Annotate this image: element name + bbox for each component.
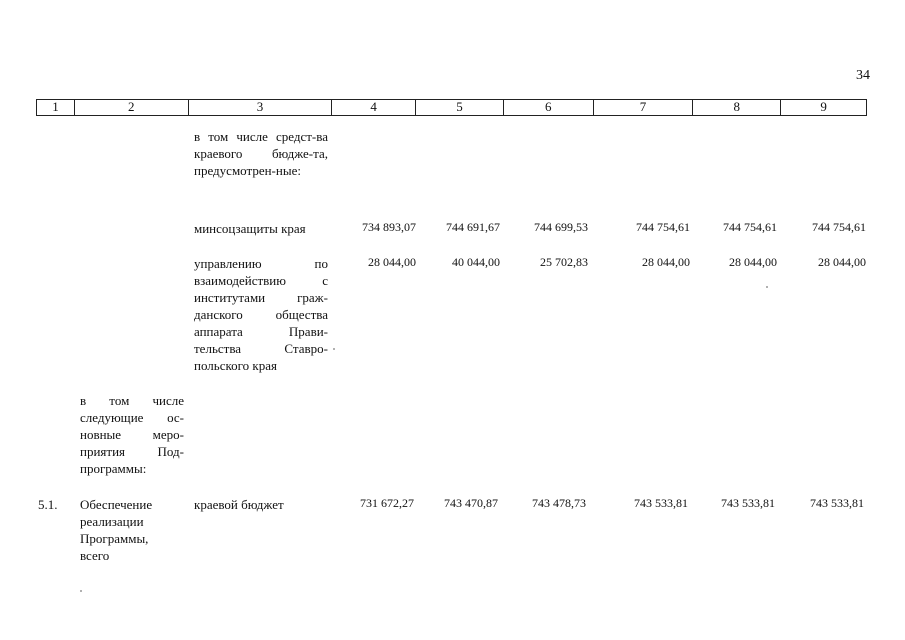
scan-speck bbox=[333, 348, 335, 350]
header-col-1: 1 bbox=[37, 100, 75, 115]
header-col-7: 7 bbox=[594, 100, 694, 115]
upravlenie-line: польского края bbox=[194, 358, 277, 373]
item-5-1-value-col9: 743 533,81 bbox=[810, 496, 864, 510]
header-col-8: 8 bbox=[693, 100, 781, 115]
item-5-1-value-col6: 743 478,73 bbox=[532, 496, 586, 510]
including-measures-label bbox=[80, 392, 184, 477]
measures-line: новные меро- bbox=[80, 427, 184, 442]
measures-line: в том числе bbox=[80, 393, 184, 408]
item-5-1-line: реализации bbox=[80, 514, 144, 529]
upravlenie-line: данского общества bbox=[194, 307, 328, 322]
upravlenie-line: тельства Ставро- bbox=[194, 341, 328, 356]
item-5-1-label bbox=[80, 496, 184, 564]
upravlenie-value-col7: 28 044,00 bbox=[642, 255, 690, 269]
measures-line: программы: bbox=[80, 461, 147, 476]
measures-line: следующие ос- bbox=[80, 410, 184, 425]
scan-speck bbox=[80, 590, 82, 592]
item-5-1-line: всего bbox=[80, 548, 110, 563]
item-5-1-line: Обеспечение bbox=[80, 497, 153, 512]
header-col-9: 9 bbox=[820, 99, 827, 114]
header-col-4: 4 bbox=[332, 100, 416, 115]
item-5-1-value-col8: 743 533,81 bbox=[721, 496, 775, 510]
upravlenie-line: управлению по bbox=[194, 256, 328, 271]
upravlenie-line: институтами граж- bbox=[194, 290, 328, 305]
measures-line: приятия Под- bbox=[80, 444, 184, 459]
upravlenie-value-col4: 28 044,00 bbox=[368, 255, 416, 269]
upravlenie-value-col9: 28 044,00 bbox=[818, 255, 866, 269]
header-col-3: 3 bbox=[189, 100, 333, 115]
minsoc-value-col6: 744 699,53 bbox=[534, 220, 588, 234]
upravlenie-value-col6: 25 702,83 bbox=[540, 255, 588, 269]
header-col-2: 2 bbox=[75, 100, 189, 115]
upravlenie-line: аппарата Прави- bbox=[194, 324, 328, 339]
item-5-1-value-col7: 743 533,81 bbox=[634, 496, 688, 510]
minsoc-value-col8: 744 754,61 bbox=[723, 220, 777, 234]
minsoc-value-col9: 744 754,61 bbox=[812, 220, 866, 234]
item-5-1-value-col5: 743 470,87 bbox=[444, 496, 498, 510]
upravlenie-value-col8: 28 044,00 bbox=[729, 255, 777, 269]
upravlenie-line: взаимодействию с bbox=[194, 273, 328, 288]
item-5-1-source: краевой бюджет bbox=[194, 497, 284, 512]
item-5-1-value-col4: 731 672,27 bbox=[360, 496, 414, 510]
minsoc-value-col5: 744 691,67 bbox=[446, 220, 500, 234]
minsoc-label: минсоцзащиты края bbox=[194, 221, 306, 236]
table-header-row bbox=[36, 99, 867, 116]
including-regional-budget-text: в том числе средст-ва краевого бюдже-та, предусмотрен-ные: bbox=[194, 129, 328, 178]
header-col-6: 6 bbox=[504, 100, 594, 115]
minsoc-value-col4: 734 893,07 bbox=[362, 220, 416, 234]
item-5-1-number: 5.1. bbox=[38, 497, 58, 512]
upravlenie-value-col5: 40 044,00 bbox=[452, 255, 500, 269]
scan-speck bbox=[766, 286, 768, 288]
upravlenie-label bbox=[194, 255, 328, 374]
page-number: 34 bbox=[856, 68, 870, 83]
header-col-5: 5 bbox=[416, 100, 504, 115]
minsoc-value-col7: 744 754,61 bbox=[636, 220, 690, 234]
item-5-1-line: Программы, bbox=[80, 531, 149, 546]
